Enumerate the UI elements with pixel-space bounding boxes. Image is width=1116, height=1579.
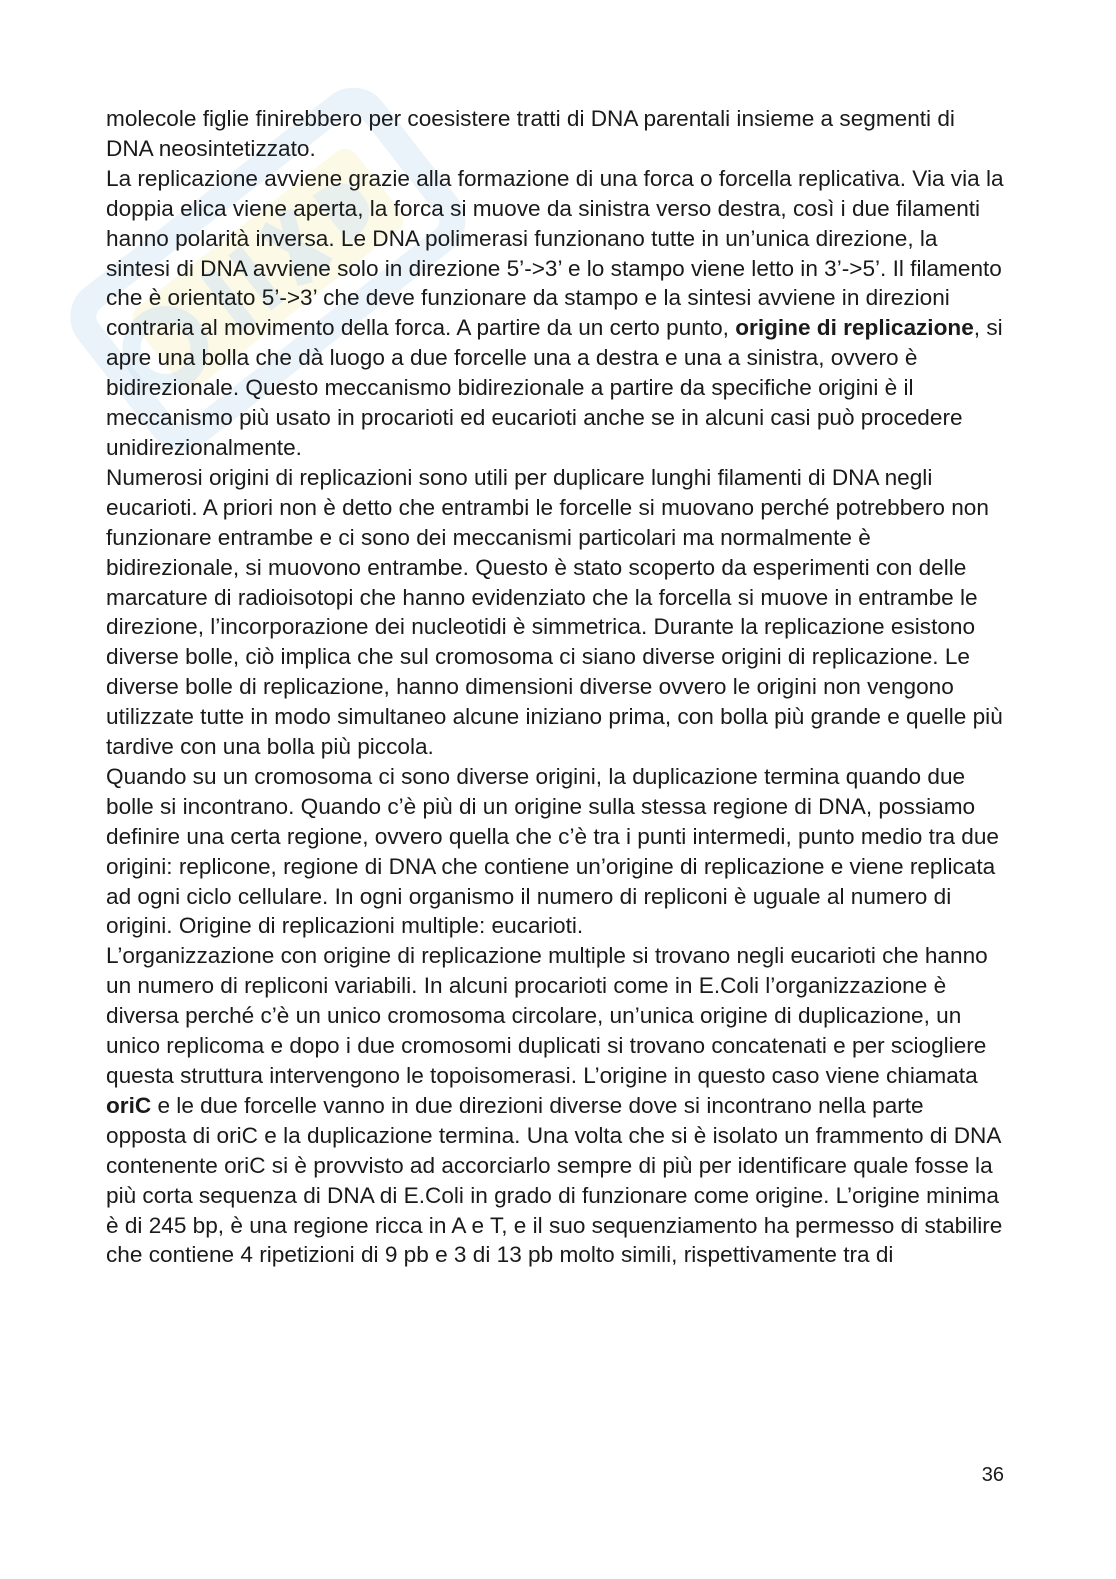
paragraph-5-text-a: L’organizzazione con origine di replicazione multiple si trovano negli eucarioti che hanno un numero di repliconi variabili. In alcuni procarioti come in E.Coli l’organizzazione è diversa perché c’è un unico cromosoma circolare, un’unica origine di duplicazione, un unico replicoma e dopo i due cromosomi duplicati si trovano concatenati e per sciogliere questa struttura intervengono le topoisomerasi. L’origine in questo caso viene chiamata: [106, 943, 988, 1088]
paragraph-2-text-b: , si apre una bolla che dà luogo a due forcelle una a destra e una a sinistra, ovvero è bidirezionale. Questo meccanismo bidirezionale a partire da specifiche origini è il meccanismo più usato in procarioti ed eucarioti anche se in alcuni casi può procedere unidirezionalmente.: [106, 315, 1003, 460]
page-number: 36: [981, 1464, 1004, 1486]
paragraph-3-text: Numerosi origini di replicazioni sono utili per duplicare lunghi filamenti di DNA negli eucarioti. A priori non è detto che entrambi le forcelle si muovano perché potrebbero non funzionare entrambe e ci sono dei meccanismi particolari ma normalmente è bidirezionale, si muovono entrambe. Questo è stato scoperto da esperimenti con delle marcature di radioisotopi che hanno evidenziato che la forcella si muove in entrambe le direzione, l’incorporazione dei nucleotidi è simmetrica. Durante la replicazione esistono diverse bolle, ciò implica che sul cromosoma ci siano diverse origini di replicazione. Le diverse bolle di replicazione, hanno dimensioni diverse ovvero le origini non vengono utilizzate tutte in modo simultaneo alcune iniziano prima, con bolla più grande e quelle più tardive con una bolla più piccola.: [106, 464, 1003, 760]
paragraph-1: [106, 104, 1006, 164]
page-body: [106, 104, 1006, 1270]
term-origine-di-replicazione: origine di replicazione: [735, 315, 974, 341]
paragraph-2: [106, 164, 1006, 463]
paragraph-1-text: molecole figlie finirebbero per coesistere tratti di DNA parentali insieme a segmenti di DNA neosintetizzato.: [106, 106, 955, 161]
paragraph-2-text-a: La replicazione avviene grazie alla formazione di una forca o forcella replicativa. Via via la doppia elica viene aperta, la forca si muove da sinistra verso destra, così i due filamenti hanno polarità inversa. Le DNA polimerasi funzionano tutte in un’unica direzione, la sintesi di DNA avviene solo in direzione 5’->3’ e lo stampo viene letto in 3’->5’. Il filamento che è orientato 5’->3’ che deve funzionare da stampo e la sintesi avviene in direzioni contraria al movimento della forca. A partire da un certo punto,: [106, 165, 1004, 341]
paragraph-3: [106, 463, 1006, 762]
term-oric: oriC: [106, 1092, 152, 1118]
paragraph-5-text-b: e le due forcelle vanno in due direzioni diverse dove si incontrano nella parte opposta di oriC e la duplicazione termina. Una volta che si è isolato un frammento di DNA contenente oriC si è provvisto ad accorciarlo sempre di più per identificare quale fosse la più corta sequenza di DNA di E.Coli in grado di funzionare come origine. L’origine minima è di 245 bp, è una regione ricca in A e T, e il suo sequenziamento ha permesso di stabilire che contiene 4 ripetizioni di 9 pb e 3 di 13 pb molto simili, rispettivamente tra di: [106, 1092, 1003, 1268]
paragraph-4-text: Quando su un cromosoma ci sono diverse origini, la duplicazione termina quando due bolle si incontrano. Quando c’è più di un origine sulla stessa regione di DNA, possiamo definire una certa regione, ovvero quella che c’è tra i punti intermedi, punto medio tra due origini: replicone, regione di DNA che contiene un’origine di replicazione e viene replicata ad ogni ciclo cellulare. In ogni organismo il numero di repliconi è uguale al numero di origini. Origine di replicazioni multiple: eucarioti.: [106, 763, 999, 939]
paragraph-5: [106, 941, 1006, 1270]
paragraph-4: [106, 762, 1006, 941]
